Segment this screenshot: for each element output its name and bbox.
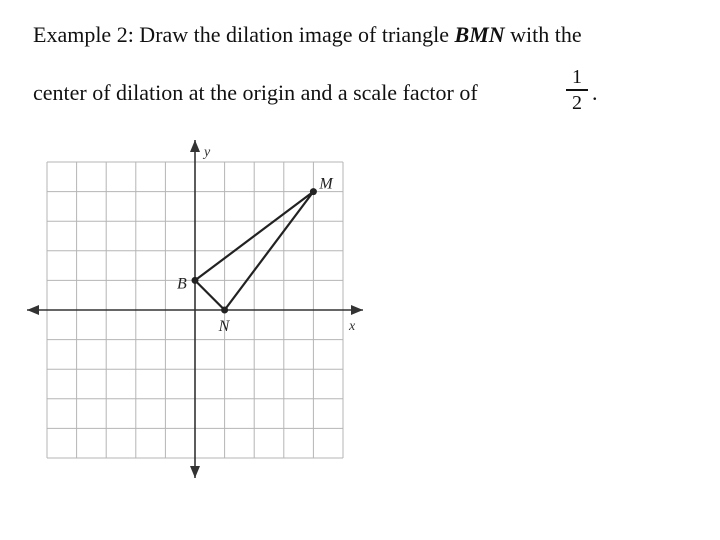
x-axis-right-arrow xyxy=(351,305,363,315)
fraction-denominator: 2 xyxy=(572,91,582,114)
period: . xyxy=(592,80,598,105)
vertex-n xyxy=(221,307,228,314)
vertex-m xyxy=(310,188,317,195)
y-axis-label: y xyxy=(204,145,211,160)
problem-suffix: with the xyxy=(504,22,582,47)
x-axis-label: x xyxy=(349,319,356,334)
problem-prefix: Example 2: Draw the dilation image of triangle xyxy=(33,22,455,47)
vertex-label-b: B xyxy=(177,275,187,293)
vertex-label-n: N xyxy=(218,318,230,335)
triangle-bmn xyxy=(177,176,334,335)
triangle-name: BMN xyxy=(454,22,505,47)
x-axis-left-arrow xyxy=(27,305,39,315)
y-axis-down-arrow xyxy=(190,466,200,478)
problem-line-2: center of dilation at the origin and a scale factor of xyxy=(33,80,478,105)
vertex-b xyxy=(192,277,199,284)
fraction-numerator: 1 xyxy=(572,66,582,88)
y-axis-up-arrow xyxy=(190,140,200,152)
vertex-label-m: M xyxy=(319,175,333,193)
